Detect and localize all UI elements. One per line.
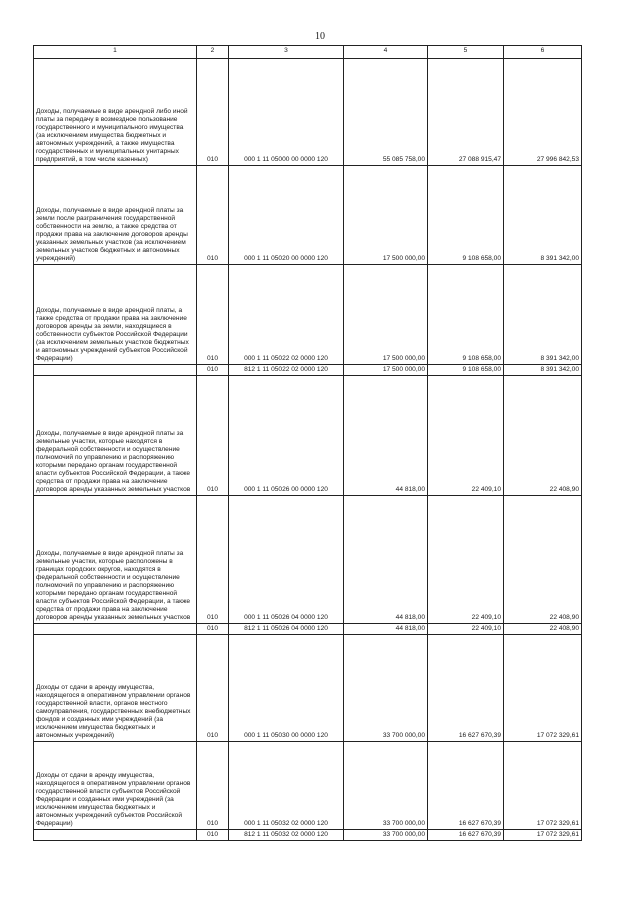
row-kbk: 812 1 11 05026 04 0000 120 <box>229 624 344 635</box>
row-col4: 17 500 000,00 <box>344 166 428 265</box>
table-row <box>34 166 582 265</box>
row-name: Доходы, получаемые в виде арендной платы за земельные участки, которые расположены в границах городских округов, находятся в федеральной собственности и осуществление полномочий по управлению и распоряжению которыми передано органам государственной власти субъектов Российской Федерации, а также средства от продажи права на заключение договоров аренды указанных земельных участков <box>36 549 191 621</box>
row-name: Доходы, получаемые в виде арендной платы, а также средства от продажи права на заключение договоров аренды за земли, находящиеся в собственности субъектов Российской Федерации (за исключением земельных участков бюджетных и автономных учреждений субъектов Российской Федерации) <box>36 306 189 362</box>
table-row <box>34 742 582 830</box>
row-kbk: 000 1 11 05026 00 0000 120 <box>229 376 344 496</box>
row-name-cell <box>34 496 197 624</box>
row-kbk: 000 1 11 05020 00 0000 120 <box>229 166 344 265</box>
table-row <box>34 265 582 365</box>
row-name: Доходы от сдачи в аренду имущества, находящегося в оперативном управлении органов государственной власти, органов местного самоуправления, государственных внебюджетных фондов и созданных ими учреждений (за исключением имущества бюджетных и автономных учреждений) <box>36 683 191 739</box>
row-col6: 22 408,90 <box>504 624 582 635</box>
row-col6: 27 996 842,53 <box>504 59 582 166</box>
page-number: 10 <box>315 31 325 42</box>
row-kbk: 000 1 11 05000 00 0000 120 <box>229 59 344 166</box>
row-col6: 8 391 342,00 <box>504 265 582 365</box>
row-kbk: 000 1 11 05022 02 0000 120 <box>229 265 344 365</box>
row-col6: 17 072 329,61 <box>504 742 582 830</box>
header-cell: 2 <box>197 46 229 59</box>
table-row <box>34 365 582 376</box>
row-col5: 9 108 658,00 <box>428 265 504 365</box>
row-col6: 8 391 342,00 <box>504 365 582 376</box>
row-col5: 9 108 658,00 <box>428 365 504 376</box>
row-code: 010 <box>197 624 229 635</box>
table-row <box>34 59 582 166</box>
row-code: 010 <box>197 59 229 166</box>
row-col5: 22 409,10 <box>428 376 504 496</box>
row-col4: 44 818,00 <box>344 496 428 624</box>
row-col4: 33 700 000,00 <box>344 742 428 830</box>
row-code: 010 <box>197 166 229 265</box>
row-name-cell <box>34 830 197 841</box>
row-kbk: 812 1 11 05022 02 0000 120 <box>229 365 344 376</box>
row-code: 010 <box>197 265 229 365</box>
row-code: 010 <box>197 830 229 841</box>
table-row <box>34 624 582 635</box>
row-name: Доходы от сдачи в аренду имущества, находящегося в оперативном управлении органов государственной власти субъектов Российской Федерации и созданных ими учреждений (за исключением имущества бюджетных и автономных учреждений субъектов Российской Федерации) <box>36 771 191 827</box>
row-col5: 16 627 670,39 <box>428 635 504 742</box>
header-cell: 3 <box>229 46 344 59</box>
row-name-cell <box>34 265 197 365</box>
row-kbk: 000 1 11 05032 02 0000 120 <box>229 742 344 830</box>
row-col4: 55 085 758,00 <box>344 59 428 166</box>
row-code: 010 <box>197 496 229 624</box>
row-name: Доходы, получаемые в виде арендной платы за земельные участки, которые находятся в федеральной собственности и осуществление полномочий по управлению и распоряжению которыми передано органам государственной власти субъектов Российской Федерации, а также средства от продажи права на заключение договоров аренды указанных земельных участков <box>36 429 191 493</box>
header-cell: 1 <box>34 46 197 59</box>
row-col6: 22 408,90 <box>504 376 582 496</box>
row-kbk: 812 1 11 05032 02 0000 120 <box>229 830 344 841</box>
header-cell: 6 <box>504 46 582 59</box>
row-col4: 33 700 000,00 <box>344 635 428 742</box>
row-col4: 17 500 000,00 <box>344 365 428 376</box>
row-name: Доходы, получаемые в виде арендной платы за земли после разграничения государственной собственности на землю, а также средства от продажи права на заключение договоров аренды указанных земельных участков (за исключением земельных участков бюджетных и автономных учреждений) <box>36 206 188 262</box>
row-name-cell <box>34 59 197 166</box>
row-col5: 22 409,10 <box>428 496 504 624</box>
row-col4: 44 818,00 <box>344 376 428 496</box>
row-col6: 17 072 329,61 <box>504 830 582 841</box>
header-row <box>34 46 582 59</box>
row-name-cell <box>34 624 197 635</box>
row-code: 010 <box>197 742 229 830</box>
row-code: 010 <box>197 635 229 742</box>
table-row <box>34 635 582 742</box>
row-col4: 33 700 000,00 <box>344 830 428 841</box>
row-col6: 17 072 329,61 <box>504 635 582 742</box>
row-kbk: 000 1 11 05026 04 0000 120 <box>229 496 344 624</box>
row-name-cell <box>34 365 197 376</box>
revenue-table <box>33 45 582 841</box>
row-col4: 44 818,00 <box>344 624 428 635</box>
table-row <box>34 496 582 624</box>
row-col5: 16 627 670,39 <box>428 742 504 830</box>
header-cell: 4 <box>344 46 428 59</box>
table-row <box>34 830 582 841</box>
row-name-cell <box>34 166 197 265</box>
row-name-cell <box>34 376 197 496</box>
row-col6: 8 391 342,00 <box>504 166 582 265</box>
row-code: 010 <box>197 376 229 496</box>
row-kbk: 000 1 11 05030 00 0000 120 <box>229 635 344 742</box>
row-name-cell <box>34 742 197 830</box>
row-col6: 22 408,90 <box>504 496 582 624</box>
row-code: 010 <box>197 365 229 376</box>
header-cell: 5 <box>428 46 504 59</box>
row-col5: 27 088 915,47 <box>428 59 504 166</box>
row-col5: 16 627 670,39 <box>428 830 504 841</box>
row-col5: 9 108 658,00 <box>428 166 504 265</box>
row-col5: 22 409,10 <box>428 624 504 635</box>
row-col4: 17 500 000,00 <box>344 265 428 365</box>
table-row <box>34 376 582 496</box>
row-name: Доходы, получаемые в виде арендной либо иной платы за передачу в возмездное пользование государственного и муниципального имущества (за исключением имущества бюджетных и автономных учреждений, а также имущества государственных и муниципальных унитарных предприятий, в том числе казенных) <box>36 107 188 163</box>
row-name-cell <box>34 635 197 742</box>
